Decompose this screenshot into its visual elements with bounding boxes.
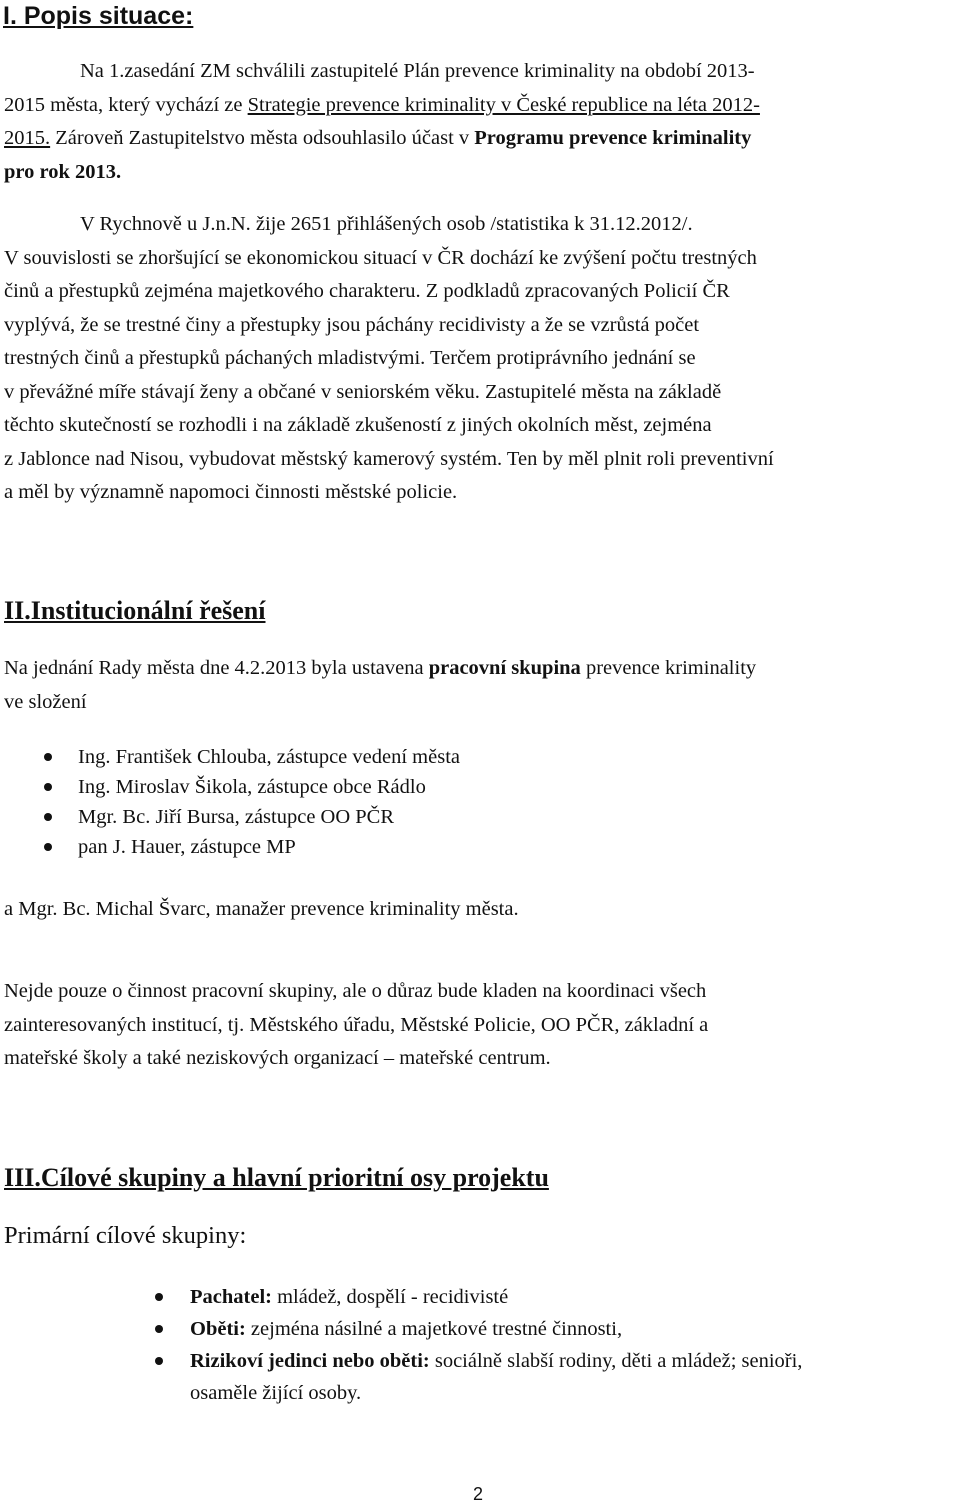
list-item (0, 1345, 960, 1409)
strategy-link[interactable]: Strategie prevence kriminality v České republice na léta 2012- (247, 93, 760, 116)
working-group-intro (4, 652, 956, 719)
text-fragment: Zároveň Zastupitelstvo města odsouhlasilo účast v (50, 127, 475, 149)
section-3-heading: III.Cílové skupiny a hlavní prioritní osy projektu (4, 1163, 549, 1192)
program-year: pro rok 2013. (4, 160, 122, 183)
group-label: Oběti: (190, 1318, 246, 1340)
group-text: sociálně slabší rodiny, děti a mládež; senioři, (429, 1350, 803, 1372)
text-line: ve složení (4, 690, 87, 713)
member-name: pan J. Hauer, zástupce MP (78, 836, 296, 858)
text-line: činů a přestupků zejména majetkového charakteru. Z podkladů zpracovaných Policií ČR (4, 280, 730, 302)
bullet-icon (44, 813, 52, 821)
text-line (4, 122, 956, 156)
text-line: mateřské školy a také neziskových organizací – mateřské centrum. (4, 1047, 551, 1069)
list-item (0, 1281, 960, 1313)
bullet-icon (44, 783, 52, 791)
manager-line: a Mgr. Bc. Michal Švarc, manažer prevence kriminality města. (4, 898, 519, 920)
target-groups-list (0, 1281, 960, 1409)
bullet-icon (44, 843, 52, 851)
section-1-heading: I. Popis situace: (3, 2, 194, 30)
group-label: Rizikoví jedinci nebo oběti: (190, 1350, 430, 1372)
text-fragment: prevence kriminality (580, 657, 757, 679)
list-item (0, 772, 700, 802)
member-name: Ing. František Chlouba, zástupce vedení města (78, 746, 460, 768)
text-line: V souvislosti se zhoršující se ekonomickou situací v ČR dochází ke zvýšení počtu trestných (4, 246, 757, 269)
text-fragment: Na jednání Rady města dne 4.2.2013 byla ustavena (4, 657, 429, 679)
group-text: mládež, dospělí - recidivisté (271, 1286, 509, 1308)
list-item (0, 742, 700, 772)
text-line: V Rychnově u J.n.N. žije 2651 přihlášených osob /statistika k 31.12.2012/. (80, 213, 693, 235)
text-line: těchto skutečností se rozhodli i na základě zkušeností z jiných okolních měst, zejména (4, 414, 712, 436)
member-name: Ing. Miroslav Šikola, zástupce obce Rádlo (78, 776, 426, 798)
text-line (4, 89, 956, 123)
section-2-heading: II.Institucionální řešení (4, 596, 266, 625)
text-line: Nejde pouze o činnost pracovní skupiny, ale o důraz bude kladen na koordinaci všech (4, 980, 707, 1002)
bullet-icon (155, 1325, 163, 1333)
text-line: v převážné míře stávají ženy a občané v seniorském věku. Zastupitelé města na základě (4, 380, 722, 403)
text-fragment: 2015 města, který vychází ze (4, 93, 248, 116)
section-1-paragraph-1 (4, 55, 956, 189)
working-group-term: pracovní skupina (428, 657, 581, 679)
member-name: Mgr. Bc. Jiří Bursa, zástupce OO PČR (78, 806, 395, 828)
text-line: zainteresovaných institucí, tj. Městského úřadu, Městské Policie, OO PČR, základní a (4, 1013, 709, 1036)
members-list (0, 742, 700, 862)
group-text-continued: osaměle žijící osoby. (190, 1382, 362, 1404)
text-line (4, 652, 956, 686)
text-line (4, 156, 956, 190)
group-text: zejména násilné a majetkové trestné činnosti, (245, 1318, 623, 1340)
group-label: Pachatel: (190, 1286, 272, 1308)
section-1-paragraph-2 (4, 208, 956, 510)
primary-groups-subheading: Primární cílové skupiny: (4, 1222, 247, 1249)
text-line: vyplývá, že se trestné činy a přestupky jsou páchány recidivisty a že se vzrůstá počet (4, 313, 700, 336)
bullet-icon (44, 753, 52, 761)
list-item (0, 832, 700, 862)
text-line: a měl by významně napomoci činnosti městské policie. (4, 481, 458, 503)
text-line: trestných činů a přestupků páchaných mladistvými. Terčem protiprávního jednání se (4, 347, 696, 369)
list-item (0, 1313, 960, 1345)
bullet-icon (155, 1293, 163, 1301)
text-line: z Jablonce nad Nisou, vybudovat městský kamerový systém. Ten by měl plnit roli preventivní (4, 447, 774, 470)
page-number: 2 (473, 1484, 484, 1504)
strategy-link-end[interactable]: 2015. (4, 127, 51, 149)
text-line: Na 1.zasedání ZM schválili zastupitelé Plán prevence kriminality na období 2013- (80, 60, 755, 82)
coordination-note (4, 975, 956, 1076)
program-name: Programu prevence kriminality (474, 127, 752, 149)
bullet-icon (155, 1357, 163, 1365)
list-item (0, 802, 700, 832)
